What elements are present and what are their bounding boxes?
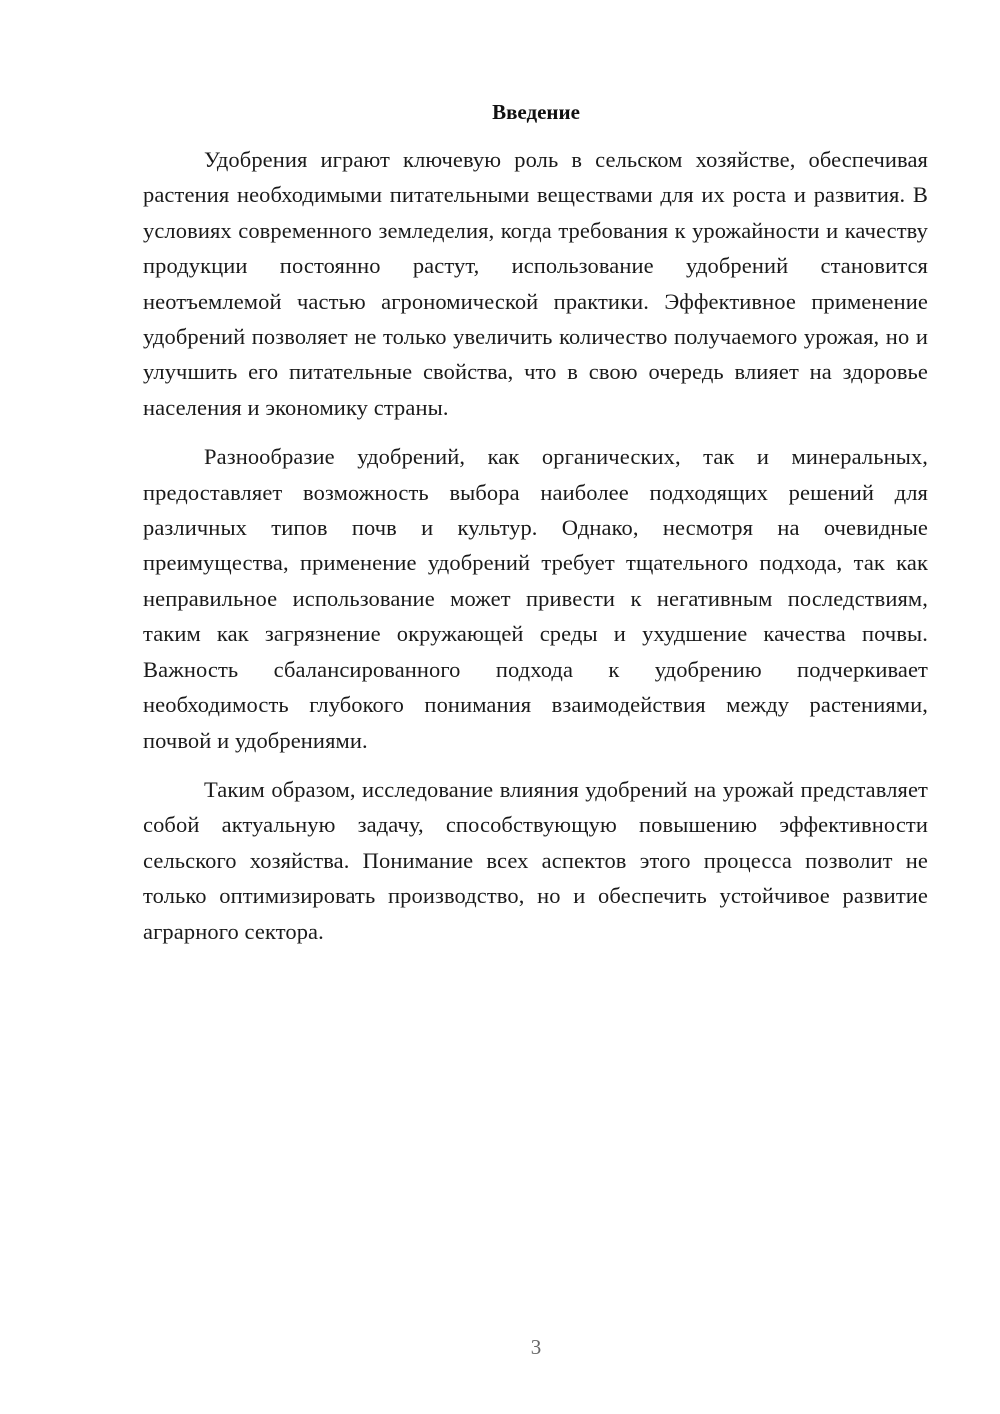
section-heading: Введение: [492, 100, 580, 124]
body-text: [143, 142, 928, 949]
page-number: 3: [530, 1335, 542, 1359]
paragraph-intro: Удобрения играют ключевую роль в сельском хозяйстве, обеспечивая растения необходимыми питательными веществами для их роста и развития. В условиях современного земледелия, когда требования к урожайности и качеству продукции постоянно растут, использование удобрений становится неотъемлемой частью агрономической практики. Эффективное применение удобрений позволяет не только увеличить количество получаемого урожая, но и улучшить его питательные свойства, что в свою очередь влияет на здоровье населения и экономику страны.: [143, 147, 928, 420]
paragraph-variety: Разнообразие удобрений, как органических, так и минеральных, предоставляет возможность выбора наиболее подходящих решений для различных типов почв и культур. Однако, несмотря на очевидные преимущества, применение удобрений требует тщательного подхода, так как неправильное использование может привести к негативным последствиям, таким как загрязнение окружающей среды и ухудшение качества почвы. Важность сбалансированного подхода к удобрению подчеркивает необходимость глубокого понимания взаимодействия между растениями, почвой и удобрениями.: [143, 444, 928, 753]
paragraph-conclusion: Таким образом, исследование влияния удобрений на урожай представляет собой актуальную задачу, способствующую повышению эффективности сельского хозяйства. Понимание всех аспектов этого процесса позволит не только оптимизировать производство, но и обеспечить устойчивое развитие аграрного сектора.: [143, 776, 928, 944]
